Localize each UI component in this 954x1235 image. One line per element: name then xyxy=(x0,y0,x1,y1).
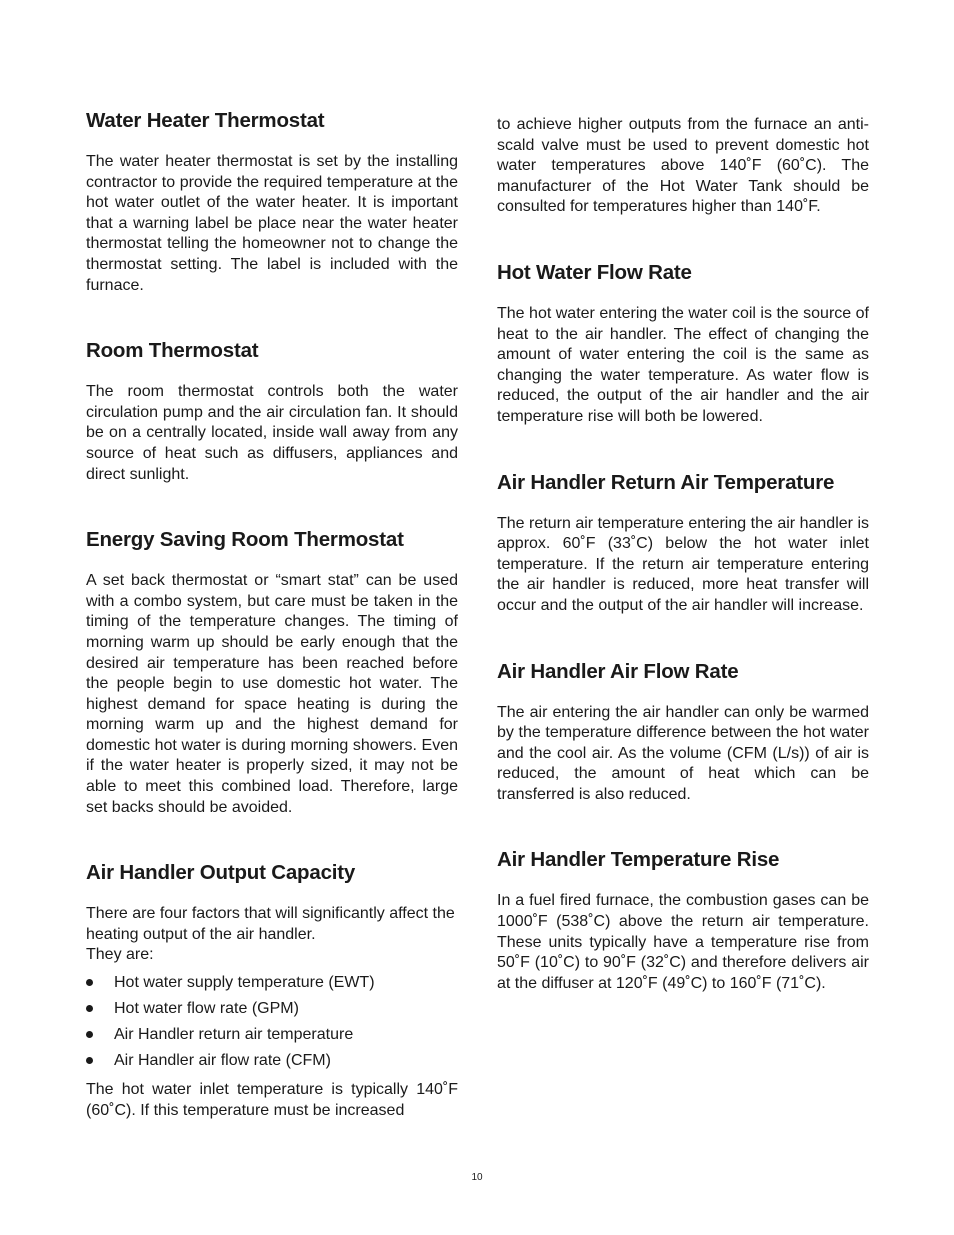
heading-hot-water-flow-rate: Hot Water Flow Rate xyxy=(497,260,692,284)
heading-energy-saving-room-thermostat: Energy Saving Room Thermostat xyxy=(86,528,404,552)
paragraph-output-capacity-intro: There are four factors that will significantly affect the heating output of the air handler. xyxy=(86,905,455,943)
left-column xyxy=(86,108,458,1163)
bullet-icon xyxy=(86,1031,93,1038)
paragraph-room-thermostat: The room thermostat controls both the water circulation pump and the air circulation fan. It should be on a centrally located, inside wall away from any source of heat such as diffusers, appliances and direct sunlight. xyxy=(86,383,458,483)
paragraph-air-handler-temperature-rise: In a fuel fired furnace, the combustion gases can be 1000˚F (538˚C) above the return air temperature. These units typically have a temperature rise from 50˚F (10˚C) to 90˚F (32˚C) and therefore delivers air at the diffuser at 120˚F (49˚C) to 160˚F (71˚C). xyxy=(497,892,869,992)
section-air-handler-temperature-rise xyxy=(497,847,869,994)
factor-list xyxy=(86,970,458,1074)
list-item-text: Air Handler air flow rate (CFM) xyxy=(114,1052,331,1070)
heading-room-thermostat: Room Thermostat xyxy=(86,339,259,363)
list-item-text: Hot water flow rate (GPM) xyxy=(114,1000,299,1018)
bullet-icon xyxy=(86,1005,93,1012)
heading-air-handler-temperature-rise: Air Handler Temperature Rise xyxy=(497,848,780,872)
page-number: 10 xyxy=(471,1172,483,1183)
paragraph-air-handler-air-flow-rate: The air entering the air handler can only be warmed by the temperature difference between the hot water and the cool air. As the volume (CFM (L/s)) of air is reduced, the amount of heat which can be transferred is also reduced. xyxy=(497,703,869,803)
section-hot-water-flow-rate xyxy=(497,260,869,428)
paragraph-energy-saving-room-thermostat: A set back thermostat or “smart stat” can be used with a combo system, but care must be taken in the timing of the temperature changes. The timing of morning warm up should be early enough that the desired air temperature has been reached before the people begin to use domestic hot water. The highest demand for space heating is during the morning warm up and the highest demand for domestic hot water is during morning showers. Even if the water heater is properly sized, it may not be able to meet this combined load. Therefore, large set backs should be avoided. xyxy=(86,572,458,816)
list-item-text: Hot water supply temperature (EWT) xyxy=(114,974,375,992)
section-air-handler-air-flow-rate xyxy=(497,659,869,806)
list-item xyxy=(86,996,458,1022)
bullet-icon xyxy=(86,979,93,986)
list-item xyxy=(86,970,458,996)
list-item xyxy=(86,1048,458,1074)
section-air-handler-return-air-temperature xyxy=(497,470,869,617)
heading-air-handler-return-air-temperature: Air Handler Return Air Temperature xyxy=(497,470,835,494)
list-item-text: Air Handler return air temperature xyxy=(114,1026,354,1044)
section-room-thermostat xyxy=(86,338,458,485)
heading-air-handler-air-flow-rate: Air Handler Air Flow Rate xyxy=(497,659,739,683)
paragraph-water-heater-thermostat: The water heater thermostat is set by the installing contractor to provide the required temperature at the hot water outlet of the water heater. It is important that a warning label be place near the water heater thermostat telling the homeowner not to change the thermostat setting. The label is included with the furnace. xyxy=(86,153,458,294)
right-column xyxy=(497,115,869,1036)
section-air-handler-output-capacity xyxy=(86,860,458,1121)
section-water-heater-thermostat xyxy=(86,108,458,296)
heading-air-handler-output-capacity: Air Handler Output Capacity xyxy=(86,861,356,885)
section-energy-saving-room-thermostat xyxy=(86,527,458,818)
heading-water-heater-thermostat: Water Heater Thermostat xyxy=(86,109,325,132)
paragraph-output-capacity-after: The hot water inlet temperature is typically 140˚F (60˚C). If this temperature must be increased xyxy=(86,1081,458,1119)
bullet-icon xyxy=(86,1057,93,1064)
paragraph-air-handler-return-air-temperature: The return air temperature entering the air handler is approx. 60˚F (33˚C) below the hot water inlet temperature. If the return air temperature entering the air handler is reduced, more heat transfer will occur and the output of the air handler will increase. xyxy=(497,514,869,614)
paragraph-output-capacity-intro-2: They are: xyxy=(86,946,154,964)
paragraph-hot-water-flow-rate: The hot water entering the water coil is the source of heat to the air handler. The effect of changing the amount of water entering the coil is the same as changing the water temperature. As water flow is reduced, the output of the air handler and the air temperature rise will both be lowered. xyxy=(497,304,869,425)
paragraph-continuation: to achieve higher outputs from the furnace an anti-scald valve must be used to prevent domestic hot water temperatures above 140˚F (60˚C). The manufacturer of the Hot Water Tank should be consulted for temperatures higher than 140˚F. xyxy=(497,116,869,216)
section-continuation xyxy=(497,115,869,218)
list-item xyxy=(86,1022,458,1048)
